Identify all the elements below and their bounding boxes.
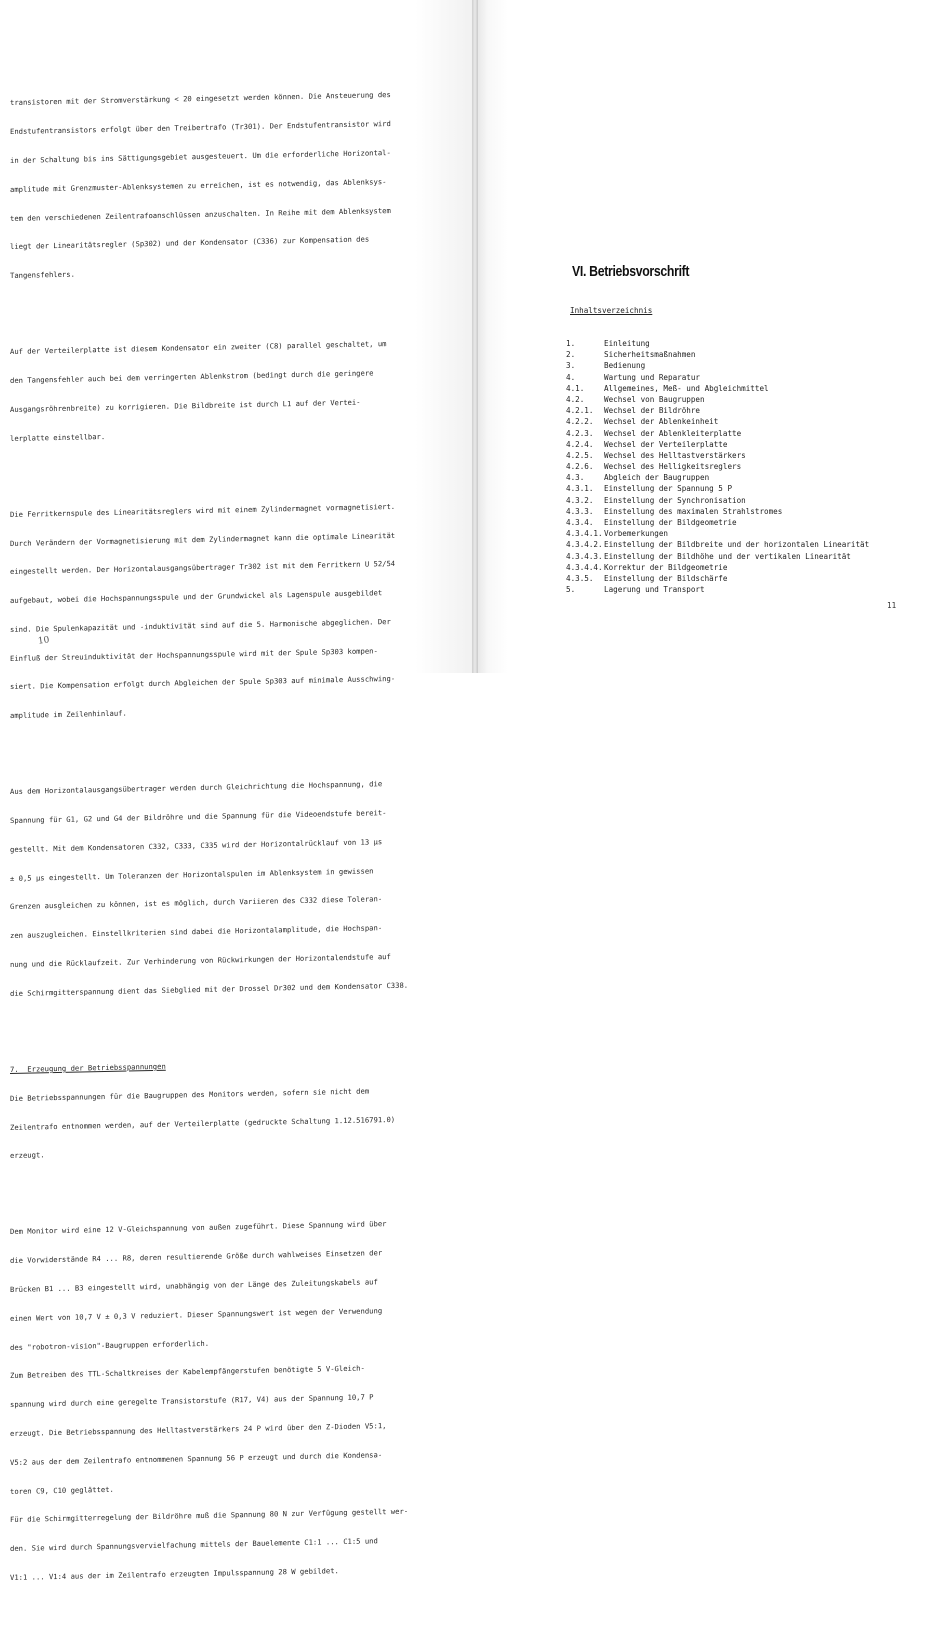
toc-entry [566,428,896,439]
text-line: amplitude im Zeilenhinlauf. [10,708,127,721]
text-line: Zeilentrafo entnommen werden, auf der Verteilerplatte (gedruckte Schaltung 1.12.516791.0) [10,1114,396,1132]
text-line: V1:1 ... V1:4 aus der im Zeilentrafo erzeugten Impulsspannung 28 W gebildet. [10,1565,339,1582]
text-line: toren C9, C10 geglättet. [10,1484,114,1496]
toc-entry [566,584,896,595]
toc-entry [566,439,896,450]
text-line: gestellt. Mit dem Kondensatoren C332, C333, C335 wird der Horizontalrücklauf von 13 µs [10,837,383,854]
toc-title: Lagerung und Transport [604,585,705,595]
toc-entry [566,360,896,371]
toc-entry [566,573,896,584]
toc-title: Einleitung [604,339,650,348]
paragraph [10,1037,430,1180]
toc-number: 4.2. [566,394,585,404]
toc-number: 4.3.4.1. [566,529,603,539]
toc-entry [566,517,896,528]
toc-number: 4.3.4.4. [566,562,603,572]
text-line: Auf der Verteilerplatte ist diesem Kondensator ein zweiter (C8) parallel geschaltet, um [10,339,387,357]
toc-number: 3. [566,361,576,371]
text-line: die Schirmgitterspannung dient das Siebglied mit der Drossel Dr302 und dem Kondensator C338. [10,980,409,998]
text-line: Dem Monitor wird eine 12 V-Gleichspannung von außen zugeführt. Diese Spannung wird über [10,1219,387,1237]
toc-entry [566,483,896,494]
toc-number: 4.2.3. [566,428,594,438]
toc-title: Vorbemerkungen [604,529,669,539]
toc-title: Wechsel der Ablenkleiterplatte [604,428,742,438]
paragraph [10,1199,430,1601]
toc-title: Einstellung der Bildbreite und der horizontalen Linearität [604,540,870,550]
toc-entry [566,472,896,483]
toc-entry [566,506,896,517]
text-line: Ausgangsröhrenbreite) zu korrigieren. Die Bildbreite ist durch L1 auf der Vertei- [10,397,361,414]
text-line: aufgebaut, wobei die Hochspannungsspule und der Grundwickel als Lagenspule ausgebildet [10,588,383,606]
text-line: amplitude mit Grenzmuster-Ablenksystemen zu erreichen, ist es notwendig, das Ablenksys- [10,176,387,194]
text-line: den Tangensfehler auch bei dem verringerten Ablenkstrom (bedingt durch die geringere [10,368,374,385]
toc-title: Einstellung der Synchronisation [604,495,746,505]
toc-number: 4.2.1. [566,406,594,416]
toc-entry [566,528,896,539]
toc-number: 4.3.4.2. [566,540,603,550]
toc-number: 4.3.5. [566,573,594,583]
text-line: nung und die Rücklaufzeit. Zur Verhinderung von Rückwirkungen der Horizontalendstufe auf [10,952,391,970]
toc-entry [566,539,896,550]
toc-number: 4.3.3. [566,506,594,516]
toc-number: 2. [566,350,576,360]
toc-number: 4.3.4.3. [566,551,603,561]
text-line: ± 0,5 µs eingestellt. Um Toleranzen der Horizontalspulen im Ablenksystem in gewissen [10,866,374,883]
left-page [0,0,472,1582]
toc-number: 4.3.4. [566,518,594,527]
toc-number: 4.1. [566,383,585,393]
text-line: Durch Verändern der Vormagnetisierung mit dem Zylindermagnet kann die optimale Linearität [10,530,396,548]
text-line: einen Wert von 10,7 V ± 0,3 V reduziert. Dieser Spannungswert ist wegen der Verwendung [10,1306,383,1323]
text-line: lerplatte einstellbar. [10,431,106,443]
toc-number: 4.2.2. [566,417,594,427]
toc-title: Allgemeines, Meß- und Abgleichmittel [604,383,769,393]
text-line: erzeugt. [10,1150,45,1161]
toc-entry [566,495,896,506]
text-line: den. Sie wird durch Spannungsvervielfachung mittels der Bauelemente C1:1 ... C1:5 und [10,1536,378,1554]
toc-entry [566,383,896,394]
toc-number: 1. [566,339,576,348]
toc-entry [566,338,896,349]
toc-title: Wechsel der Bildröhre [604,406,701,416]
toc-entry [566,394,896,405]
toc-number: 4.2.6. [566,462,594,472]
text-line: in der Schaltung bis ins Sättigungsgebiet ausgesteuert. Um die erforderliche Horizontal- [10,147,391,165]
toc-title: Einstellung der Bildhöhe und der vertikalen Linearität [604,551,851,561]
toc-title: Bedienung [604,361,646,371]
text-line: tem den verschiedenen Zeilentrafoanschlüssen anzuschalten. In Reihe mit dem Ablenksystem [10,205,391,223]
toc-entry [566,450,896,461]
toc-title: Einstellung des maximalen Strahlstromes [604,506,783,516]
toc-entry [566,372,896,383]
text-line: transistoren mit der Stromverstärkung < 20 eingesetzt werden können. Die Ansteuerung des [10,90,391,108]
section-heading: 7. Erzeugung der Betriebsspannungen [10,1061,166,1074]
toc-number: 4.2.5. [566,450,594,460]
text-line: Brücken B1 ... B3 eingestellt wird, unabhängig von der Länge des Zuleitungskabels auf [10,1277,378,1295]
text-line: Grenzen ausgleichen zu können, ist es möglich, durch Variieren des C332 diese Toleran- [10,894,383,912]
text-line: Aus dem Horizontalausgangsübertrager werden durch Gleichrichtung die Hochspannung, die [10,779,383,797]
toc-number: 4.3.1. [566,484,594,494]
toc-entry [566,416,896,427]
toc-title: Korrektur der Bildgeometrie [604,562,728,572]
text-line: Für die Schirmgitterregelung der Bildröhre muß die Spannung 80 N zur Verfügung gestellt wer- [10,1506,409,1525]
table-of-contents [566,338,896,595]
toc-title: Wechsel des Helltastverstärkers [604,450,746,460]
toc-title: Wechsel der Verteilerplatte [604,439,728,449]
toc-title: Einstellung der Bildgeometrie [604,518,737,527]
toc-entry [566,551,896,562]
text-line: erzeugt. Die Betriebsspannung des Helltastverstärkers 24 P wird über den Z-Dioden V5:1, [10,1421,387,1438]
text-line: spannung wird durch eine geregelte Transistorstufe (R17, V4) aus der Spannung 10,7 P [10,1392,374,1410]
toc-number: 4. [566,372,576,382]
toc-title: Wechsel von Baugruppen [604,394,705,404]
toc-title: Wechsel des Helligkeitsreglers [604,462,742,472]
toc-title: Abgleich der Baugruppen [604,473,710,483]
text-line: V5:2 aus der dem Zeilentrafo entnommenen Spannung 56 P erzeugt und durch die Kondensa- [10,1449,383,1467]
paragraph [10,759,430,1017]
text-line: siert. Die Kompensation erfolgt durch Abgleichen der Spule Sp303 auf minimale Ausschwing- [10,674,396,692]
text-line: zen auszugleichen. Einstellkriterien sind dabei die Horizontalamplitude, die Hochspan- [10,923,383,941]
text-line: Spannung für G1, G2 und G4 der Bildröhre und die Spannung für die Videoendstufe bereit- [10,808,387,826]
paragraph [10,319,430,462]
toc-entry [566,405,896,416]
toc-title: Wechsel der Ablenkeinheit [604,417,719,427]
toc-number: 4.3. [566,473,585,483]
toc-title: Einstellung der Spannung 5 P [604,484,733,494]
text-line: Die Betriebsspannungen für die Baugruppen des Monitors werden, sofern sie nicht dem [10,1086,370,1103]
toc-title: Einstellung der Bildschärfe [604,573,728,583]
text-line: Tangensfehlers. [10,269,75,281]
text-line: Die Ferritkernspule des Linearitätsreglers wird mit einem Zylindermagnet vormagnetisiert. [10,501,396,519]
left-page-text [10,51,430,1630]
toc-number: 5. [566,585,576,595]
text-line: die Vorwiderstände R4 ... R8, deren resultierende Größe durch wahlweises Einsetzen der [10,1248,383,1266]
text-line: des "robotron-vision"-Baugruppen erforderlich. [10,1338,210,1352]
paragraph [10,70,430,299]
toc-entry [566,461,896,472]
page-number-left: 10 [37,635,51,647]
paragraph [10,482,430,740]
page-number-right: 11 [887,601,897,610]
text-line: liegt der Linearitätsregler (Sp302) und der Kondensator (C336) zur Kompensation des [10,234,370,252]
toc-entry [566,562,896,573]
toc-number: 4.2.4. [566,439,594,449]
text-line: eingestellt werden. Der Horizontalausgangsübertrager Tr302 ist mit dem Ferritkern U 52/54 [10,559,396,577]
text-line: Zum Betreiben des TTL-Schaltkreises der Kabelempfängerstufen benötigte 5 V-Gleich- [10,1363,365,1381]
toc-entry [566,349,896,360]
text-line: Endstufentransistors erfolgt über den Treibertrafo (Tr301). Der Endstufentransistor wird [10,119,391,137]
toc-title: Wartung und Reparatur [604,372,701,382]
text-line: sind. Die Spulenkapazität und -induktivität sind auf die 5. Harmonische abgeglichen. Der [10,616,391,634]
toc-number: 4.3.2. [566,495,594,505]
chapter-title: VI. Betriebsvorschrift [572,263,690,280]
text-line: Einfluß der Streuinduktivität der Hochspannungsspule wird mit der Spule Sp303 kompen- [10,645,378,663]
toc-title: Sicherheitsmaßnahmen [604,350,696,360]
toc-heading: Inhaltsverzeichnis [570,306,653,315]
